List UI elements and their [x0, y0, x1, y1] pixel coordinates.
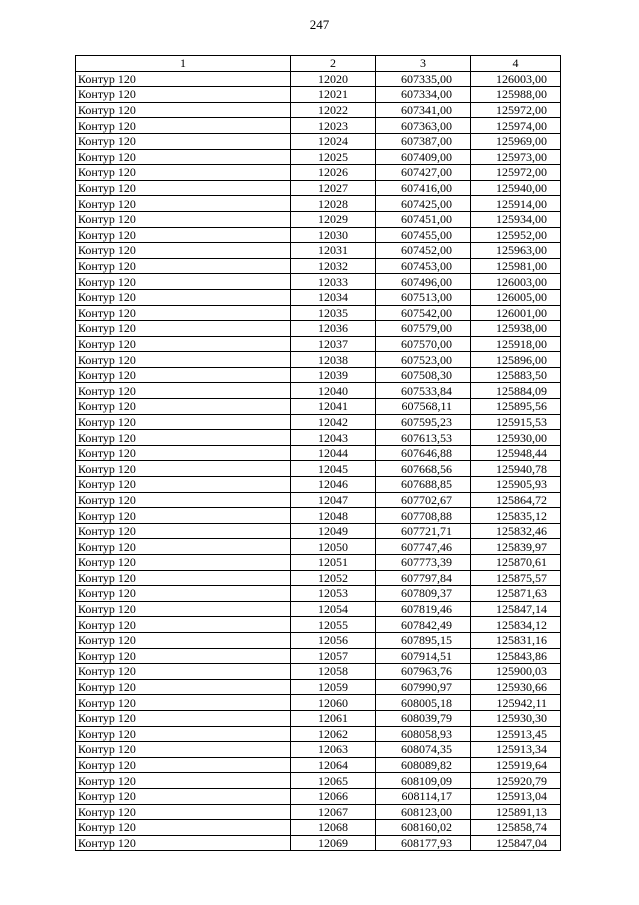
table-row — [76, 804, 561, 820]
x-coordinate-cell: 607570,00 — [376, 336, 471, 352]
contour-name-cell: Контур 120 — [76, 617, 291, 633]
point-number-cell: 12060 — [291, 695, 376, 711]
x-coordinate-cell: 607335,00 — [376, 71, 471, 87]
point-number-cell: 12043 — [291, 430, 376, 446]
contour-name-cell: Контур 120 — [76, 321, 291, 337]
point-number-cell: 12050 — [291, 539, 376, 555]
contour-name-cell: Контур 120 — [76, 383, 291, 399]
y-coordinate-cell: 125988,00 — [471, 87, 561, 103]
point-number-cell: 12036 — [291, 321, 376, 337]
table-row — [76, 414, 561, 430]
point-number-cell: 12062 — [291, 726, 376, 742]
table-row — [76, 227, 561, 243]
y-coordinate-cell: 125884,09 — [471, 383, 561, 399]
point-number-cell: 12058 — [291, 664, 376, 680]
table-row — [76, 399, 561, 415]
contour-name-cell: Контур 120 — [76, 773, 291, 789]
table-row — [76, 601, 561, 617]
table-row — [76, 133, 561, 149]
x-coordinate-cell: 607387,00 — [376, 133, 471, 149]
table-row — [76, 211, 561, 227]
x-coordinate-cell: 607668,56 — [376, 461, 471, 477]
x-coordinate-cell: 607508,30 — [376, 367, 471, 383]
table-row — [76, 274, 561, 290]
point-number-cell: 12040 — [291, 383, 376, 399]
table-row — [76, 180, 561, 196]
point-number-cell: 12056 — [291, 632, 376, 648]
point-number-cell: 12022 — [291, 102, 376, 118]
table-row — [76, 695, 561, 711]
table-row — [76, 586, 561, 602]
table-row — [76, 492, 561, 508]
y-coordinate-cell: 125930,30 — [471, 710, 561, 726]
y-coordinate-cell: 125831,16 — [471, 632, 561, 648]
point-number-cell: 12020 — [291, 71, 376, 87]
x-coordinate-cell: 607409,00 — [376, 149, 471, 165]
contour-name-cell: Контур 120 — [76, 430, 291, 446]
table-row — [76, 835, 561, 851]
y-coordinate-cell: 125891,13 — [471, 804, 561, 820]
y-coordinate-cell: 125972,00 — [471, 165, 561, 181]
point-number-cell: 12047 — [291, 492, 376, 508]
y-coordinate-cell: 125895,56 — [471, 399, 561, 415]
x-coordinate-cell: 607496,00 — [376, 274, 471, 290]
point-number-cell: 12032 — [291, 258, 376, 274]
point-number-cell: 12051 — [291, 555, 376, 571]
point-number-cell: 12069 — [291, 835, 376, 851]
x-coordinate-cell: 607914,51 — [376, 648, 471, 664]
point-number-cell: 12030 — [291, 227, 376, 243]
x-coordinate-cell: 607842,49 — [376, 617, 471, 633]
x-coordinate-cell: 607708,88 — [376, 508, 471, 524]
table-row — [76, 305, 561, 321]
table-row — [76, 539, 561, 555]
table-row — [76, 352, 561, 368]
contour-name-cell: Контур 120 — [76, 461, 291, 477]
x-coordinate-cell: 607579,00 — [376, 321, 471, 337]
y-coordinate-cell: 125843,86 — [471, 648, 561, 664]
contour-name-cell: Контур 120 — [76, 508, 291, 524]
y-coordinate-cell: 125847,14 — [471, 601, 561, 617]
table-row — [76, 336, 561, 352]
contour-name-cell: Контур 120 — [76, 788, 291, 804]
x-coordinate-cell: 607452,00 — [376, 243, 471, 259]
y-coordinate-cell: 125934,00 — [471, 211, 561, 227]
y-coordinate-cell: 125883,50 — [471, 367, 561, 383]
table-row — [76, 477, 561, 493]
y-coordinate-cell: 125972,00 — [471, 102, 561, 118]
x-coordinate-cell: 607523,00 — [376, 352, 471, 368]
point-number-cell: 12024 — [291, 133, 376, 149]
contour-name-cell: Контур 120 — [76, 835, 291, 851]
x-coordinate-cell: 607797,84 — [376, 570, 471, 586]
y-coordinate-cell: 125913,04 — [471, 788, 561, 804]
table-row — [76, 149, 561, 165]
x-coordinate-cell: 607702,67 — [376, 492, 471, 508]
y-coordinate-cell: 125930,00 — [471, 430, 561, 446]
contour-name-cell: Контур 120 — [76, 555, 291, 571]
table-row — [76, 461, 561, 477]
point-number-cell: 12034 — [291, 289, 376, 305]
y-coordinate-cell: 125918,00 — [471, 336, 561, 352]
y-coordinate-cell: 125940,78 — [471, 461, 561, 477]
x-coordinate-cell: 607363,00 — [376, 118, 471, 134]
y-coordinate-cell: 125914,00 — [471, 196, 561, 212]
table-body — [76, 71, 561, 851]
contour-name-cell: Контур 120 — [76, 414, 291, 430]
y-coordinate-cell: 125900,03 — [471, 664, 561, 680]
y-coordinate-cell: 125875,57 — [471, 570, 561, 586]
x-coordinate-cell: 607819,46 — [376, 601, 471, 617]
coordinates-table-container — [75, 55, 560, 851]
y-coordinate-cell: 125942,11 — [471, 695, 561, 711]
table-row — [76, 321, 561, 337]
column-header-4: 4 — [471, 56, 561, 72]
contour-name-cell: Контур 120 — [76, 87, 291, 103]
x-coordinate-cell: 608058,93 — [376, 726, 471, 742]
point-number-cell: 12054 — [291, 601, 376, 617]
point-number-cell: 12026 — [291, 165, 376, 181]
y-coordinate-cell: 125905,93 — [471, 477, 561, 493]
contour-name-cell: Контур 120 — [76, 664, 291, 680]
point-number-cell: 12033 — [291, 274, 376, 290]
table-row — [76, 757, 561, 773]
contour-name-cell: Контур 120 — [76, 258, 291, 274]
point-number-cell: 12027 — [291, 180, 376, 196]
table-row — [76, 679, 561, 695]
contour-name-cell: Контур 120 — [76, 149, 291, 165]
contour-name-cell: Контур 120 — [76, 695, 291, 711]
x-coordinate-cell: 607533,84 — [376, 383, 471, 399]
table-row — [76, 102, 561, 118]
table-row — [76, 243, 561, 259]
contour-name-cell: Контур 120 — [76, 601, 291, 617]
contour-name-cell: Контур 120 — [76, 336, 291, 352]
contour-name-cell: Контур 120 — [76, 804, 291, 820]
x-coordinate-cell: 608089,82 — [376, 757, 471, 773]
y-coordinate-cell: 126003,00 — [471, 274, 561, 290]
table-row — [76, 788, 561, 804]
table-row — [76, 508, 561, 524]
point-number-cell: 12055 — [291, 617, 376, 633]
point-number-cell: 12023 — [291, 118, 376, 134]
table-row — [76, 289, 561, 305]
y-coordinate-cell: 125973,00 — [471, 149, 561, 165]
x-coordinate-cell: 607646,88 — [376, 445, 471, 461]
contour-name-cell: Контур 120 — [76, 102, 291, 118]
x-coordinate-cell: 607427,00 — [376, 165, 471, 181]
contour-name-cell: Контур 120 — [76, 289, 291, 305]
point-number-cell: 12048 — [291, 508, 376, 524]
x-coordinate-cell: 607513,00 — [376, 289, 471, 305]
point-number-cell: 12042 — [291, 414, 376, 430]
point-number-cell: 12025 — [291, 149, 376, 165]
page-number: 247 — [309, 17, 330, 32]
table-row — [76, 710, 561, 726]
contour-name-cell: Контур 120 — [76, 523, 291, 539]
x-coordinate-cell: 607895,15 — [376, 632, 471, 648]
y-coordinate-cell: 125834,12 — [471, 617, 561, 633]
point-number-cell: 12021 — [291, 87, 376, 103]
contour-name-cell: Контур 120 — [76, 71, 291, 87]
point-number-cell: 12038 — [291, 352, 376, 368]
x-coordinate-cell: 608114,17 — [376, 788, 471, 804]
y-coordinate-cell: 125858,74 — [471, 820, 561, 836]
y-coordinate-cell: 125864,72 — [471, 492, 561, 508]
point-number-cell: 12067 — [291, 804, 376, 820]
column-header-3: 3 — [376, 56, 471, 72]
point-number-cell: 12029 — [291, 211, 376, 227]
contour-name-cell: Контур 120 — [76, 274, 291, 290]
y-coordinate-cell: 125896,00 — [471, 352, 561, 368]
x-coordinate-cell: 607613,53 — [376, 430, 471, 446]
y-coordinate-cell: 125948,44 — [471, 445, 561, 461]
point-number-cell: 12037 — [291, 336, 376, 352]
point-number-cell: 12063 — [291, 742, 376, 758]
point-number-cell: 12064 — [291, 757, 376, 773]
x-coordinate-cell: 607341,00 — [376, 102, 471, 118]
point-number-cell: 12059 — [291, 679, 376, 695]
table-header-row — [76, 56, 561, 72]
contour-name-cell: Контур 120 — [76, 648, 291, 664]
x-coordinate-cell: 607425,00 — [376, 196, 471, 212]
contour-name-cell: Контур 120 — [76, 367, 291, 383]
contour-name-cell: Контур 120 — [76, 196, 291, 212]
point-number-cell: 12049 — [291, 523, 376, 539]
y-coordinate-cell: 125938,00 — [471, 321, 561, 337]
x-coordinate-cell: 608005,18 — [376, 695, 471, 711]
table-row — [76, 258, 561, 274]
contour-name-cell: Контур 120 — [76, 539, 291, 555]
y-coordinate-cell: 125847,04 — [471, 835, 561, 851]
y-coordinate-cell: 125920,79 — [471, 773, 561, 789]
contour-name-cell: Контур 120 — [76, 399, 291, 415]
y-coordinate-cell: 125940,00 — [471, 180, 561, 196]
y-coordinate-cell: 126001,00 — [471, 305, 561, 321]
contour-name-cell: Контур 120 — [76, 118, 291, 134]
x-coordinate-cell: 607721,71 — [376, 523, 471, 539]
contour-name-cell: Контур 120 — [76, 180, 291, 196]
x-coordinate-cell: 607568,11 — [376, 399, 471, 415]
y-coordinate-cell: 125913,34 — [471, 742, 561, 758]
table-row — [76, 71, 561, 87]
x-coordinate-cell: 608177,93 — [376, 835, 471, 851]
y-coordinate-cell: 126003,00 — [471, 71, 561, 87]
contour-name-cell: Контур 120 — [76, 710, 291, 726]
table-row — [76, 742, 561, 758]
table-row — [76, 383, 561, 399]
contour-name-cell: Контур 120 — [76, 820, 291, 836]
point-number-cell: 12053 — [291, 586, 376, 602]
x-coordinate-cell: 608074,35 — [376, 742, 471, 758]
x-coordinate-cell: 607334,00 — [376, 87, 471, 103]
table-row — [76, 445, 561, 461]
x-coordinate-cell: 607990,97 — [376, 679, 471, 695]
table-row — [76, 165, 561, 181]
table-row — [76, 555, 561, 571]
contour-name-cell: Контур 120 — [76, 445, 291, 461]
point-number-cell: 12031 — [291, 243, 376, 259]
column-header-1: 1 — [76, 56, 291, 72]
x-coordinate-cell: 607542,00 — [376, 305, 471, 321]
point-number-cell: 12046 — [291, 477, 376, 493]
x-coordinate-cell: 607747,46 — [376, 539, 471, 555]
contour-name-cell: Контур 120 — [76, 133, 291, 149]
contour-name-cell: Контур 120 — [76, 305, 291, 321]
table-row — [76, 726, 561, 742]
x-coordinate-cell: 608160,02 — [376, 820, 471, 836]
table-row — [76, 367, 561, 383]
y-coordinate-cell: 125915,53 — [471, 414, 561, 430]
y-coordinate-cell: 125913,45 — [471, 726, 561, 742]
table-row — [76, 632, 561, 648]
y-coordinate-cell: 125969,00 — [471, 133, 561, 149]
x-coordinate-cell: 608109,09 — [376, 773, 471, 789]
y-coordinate-cell: 125870,61 — [471, 555, 561, 571]
x-coordinate-cell: 607809,37 — [376, 586, 471, 602]
x-coordinate-cell: 608039,79 — [376, 710, 471, 726]
point-number-cell: 12052 — [291, 570, 376, 586]
contour-name-cell: Контур 120 — [76, 477, 291, 493]
point-number-cell: 12066 — [291, 788, 376, 804]
x-coordinate-cell: 607595,23 — [376, 414, 471, 430]
contour-name-cell: Контур 120 — [76, 570, 291, 586]
x-coordinate-cell: 607688,85 — [376, 477, 471, 493]
column-header-2: 2 — [291, 56, 376, 72]
point-number-cell: 12044 — [291, 445, 376, 461]
y-coordinate-cell: 125952,00 — [471, 227, 561, 243]
point-number-cell: 12045 — [291, 461, 376, 477]
table-row — [76, 773, 561, 789]
contour-name-cell: Контур 120 — [76, 227, 291, 243]
point-number-cell: 12039 — [291, 367, 376, 383]
point-number-cell: 12061 — [291, 710, 376, 726]
y-coordinate-cell: 125974,00 — [471, 118, 561, 134]
y-coordinate-cell: 125930,66 — [471, 679, 561, 695]
table-row — [76, 118, 561, 134]
point-number-cell: 12041 — [291, 399, 376, 415]
y-coordinate-cell: 125963,00 — [471, 243, 561, 259]
table-row — [76, 87, 561, 103]
point-number-cell: 12068 — [291, 820, 376, 836]
contour-name-cell: Контур 120 — [76, 757, 291, 773]
contour-name-cell: Контур 120 — [76, 211, 291, 227]
contour-name-cell: Контур 120 — [76, 632, 291, 648]
coordinates-table — [75, 55, 561, 851]
contour-name-cell: Контур 120 — [76, 679, 291, 695]
table-row — [76, 196, 561, 212]
table-row — [76, 523, 561, 539]
point-number-cell: 12028 — [291, 196, 376, 212]
table-row — [76, 820, 561, 836]
y-coordinate-cell: 125835,12 — [471, 508, 561, 524]
contour-name-cell: Контур 120 — [76, 352, 291, 368]
table-row — [76, 648, 561, 664]
y-coordinate-cell: 125871,63 — [471, 586, 561, 602]
table-row — [76, 570, 561, 586]
x-coordinate-cell: 608123,00 — [376, 804, 471, 820]
x-coordinate-cell: 607773,39 — [376, 555, 471, 571]
contour-name-cell: Контур 120 — [76, 492, 291, 508]
x-coordinate-cell: 607416,00 — [376, 180, 471, 196]
x-coordinate-cell: 607963,76 — [376, 664, 471, 680]
point-number-cell: 12057 — [291, 648, 376, 664]
contour-name-cell: Контур 120 — [76, 165, 291, 181]
contour-name-cell: Контур 120 — [76, 742, 291, 758]
point-number-cell: 12035 — [291, 305, 376, 321]
point-number-cell: 12065 — [291, 773, 376, 789]
table-row — [76, 617, 561, 633]
table-row — [76, 664, 561, 680]
x-coordinate-cell: 607455,00 — [376, 227, 471, 243]
y-coordinate-cell: 125832,46 — [471, 523, 561, 539]
y-coordinate-cell: 125981,00 — [471, 258, 561, 274]
y-coordinate-cell: 125839,97 — [471, 539, 561, 555]
y-coordinate-cell: 126005,00 — [471, 289, 561, 305]
contour-name-cell: Контур 120 — [76, 726, 291, 742]
x-coordinate-cell: 607451,00 — [376, 211, 471, 227]
y-coordinate-cell: 125919,64 — [471, 757, 561, 773]
table-row — [76, 430, 561, 446]
x-coordinate-cell: 607453,00 — [376, 258, 471, 274]
contour-name-cell: Контур 120 — [76, 243, 291, 259]
contour-name-cell: Контур 120 — [76, 586, 291, 602]
